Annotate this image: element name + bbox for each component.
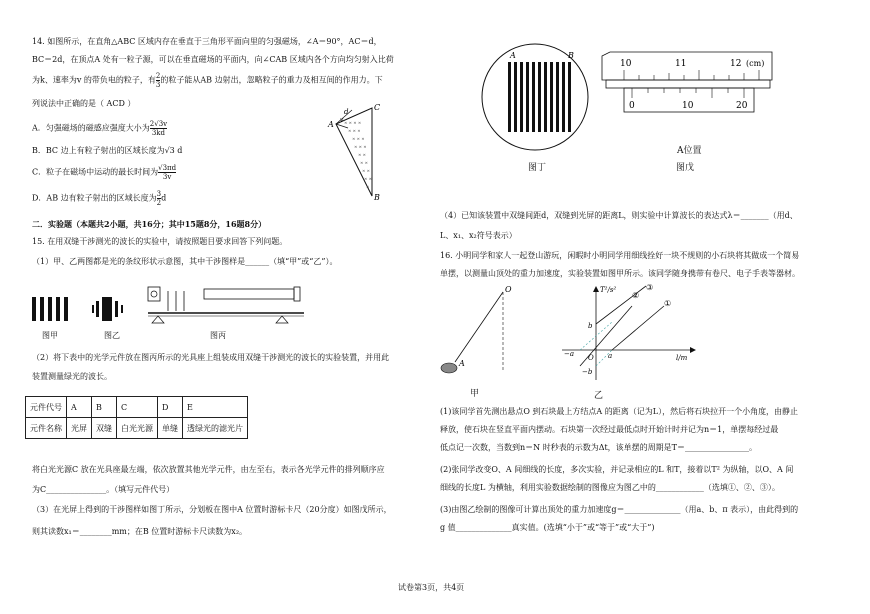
label-v: v [340,117,344,124]
graph-ylabel: T²/s² [600,286,617,294]
q15-line8: 则其读数x₁＝________mm；在B 位置时游标卡尺读数为x₂。 [32,527,248,536]
q14-line3-post: 的粒子能从AB 边射出，忽略粒子的重力及相互间的作用力。下 [160,75,383,85]
q16-step2: 释放，使石块在竖直平面内摆动。石块第一次经过最低点时开始计时并记为n＝1，单摆每经过最 [440,425,779,434]
ding-label-b: B [568,51,574,60]
svg-text:× × ×: × × × [352,136,365,141]
page-footer: 试卷第3页，共4页 [398,583,465,592]
graph-label-2: ② [632,291,640,300]
q14-line1: 14. 如图所示，在直角△ABC 区域内存在垂直于三角形平面向里的匀强磁场，∠A＝90°，AC＝d， [32,37,382,46]
graph-xlabel: l/m [676,354,688,362]
stone-bob [441,363,457,373]
q14-line4: 列说法中正确的是（ ACD ） [32,99,136,108]
table-cell: 光屏 [67,418,92,439]
opt-c-text: C．粒子在磁场中运动的最长时间为 [32,167,159,177]
caption-pend-jia: 甲 [470,389,480,399]
opt-d-text: D．AB 边有粒子射出的区域长度为 [32,193,157,203]
caption-bing: 图丙 [210,331,226,340]
table-cell: C [117,397,158,418]
label-b: B [374,193,380,202]
q16-line1: 16. 小明同学和家人一起登山游玩，闲暇时小明同学用细线拴好一块不规则的小石块将其做成一个简易 [440,251,800,260]
table-cell: B [92,397,117,418]
ding-label-a: A [510,51,516,60]
graph-neg-a: −a [564,350,575,358]
graph-origin: O [588,354,594,362]
table-cell: 元件名称 [26,418,67,439]
main-tick-12: 12 [730,59,742,69]
q14-option-a [32,120,167,137]
q15-line7: （3）在光屏上得到的干涉图样如图丁所示，分划板在图中A 位置时游标卡尺（20分度）如图戊所示， [32,505,392,514]
svg-text:× × ×: × × × [348,128,361,133]
table-cell: 元件代号 [26,397,67,418]
svg-text:× ×: × × [360,160,368,165]
table-cell: E [183,397,248,418]
fringes-yi [92,297,123,321]
graph-a: a [608,352,613,360]
frac-num: 2√3v [149,120,168,128]
table-cell: 白光光源 [117,418,158,439]
caption-jia: 图甲 [42,331,58,340]
q16-step3: 低点记一次数，当数到n＝N 时秒表的示数为Δt，该单摆的周期是T＝________________。 [440,443,758,452]
pend-label-a: A [459,359,465,368]
table-row [26,418,248,439]
svg-text:× ×: × × [362,168,370,173]
label-d: d [344,108,349,116]
pendulum-string [455,292,503,362]
q14-line3-pre: 为k、速率为v 的带负电的粒子，有 [32,75,156,85]
q16-step4: (2)张同学改变O、A 间细线的长度，多次实验，并记录相应的L 和T，接着以T² 为纵轴，以O、A 间 [440,465,794,474]
q16-step6: (3)由图乙绘制的图像可计算出顶处的重力加速度g＝______________（用a、b、π 表示），由此得到的 [440,505,799,514]
main-tick-10: 10 [620,59,632,69]
caption-a-position: A位置 [677,146,702,156]
q15-line9: （4）已知该装置中双缝间距d，双缝到光屏的距离L，则实验中计算波长的表达式λ＝_______（用d、 [440,211,798,220]
graph-label-3: ③ [646,283,654,292]
svg-text:× ×: × × [358,152,366,157]
lens-tube [204,289,294,299]
t2-l-graph [556,284,696,384]
frac-den: 3kd [151,129,166,137]
q16-step7: g 值______________真实值。(选填“小于”或“等于”或“大于”) [440,523,655,532]
q14-line3 [32,72,383,89]
table-row [26,397,248,418]
pendulum-figure [435,284,525,384]
field-cross-marks [344,120,372,189]
svg-text:× × ×: × × × [354,144,367,149]
table-cell: A [67,397,92,418]
frac-num: √3πd [158,164,177,172]
graph-b: b [588,322,593,330]
opt-a-text: A．匀强磁场的磁感应强度大小为 [32,123,150,133]
frac-num: 2 [155,72,161,80]
main-scale-ticks [624,70,759,80]
eyepiece [294,287,300,301]
q16-line2: 单摆，以测量山顶处的重力加速度，实验装置如图甲所示。该同学随身携带有卷尺、电子手表等器材。 [440,269,800,278]
q15-line5: 将白光光源C 放在光具座最左端，依次放置其他光学元件，由左至右，表示各光学元件的排列顺序应 [32,465,385,474]
main-tick-11: 11 [675,59,687,69]
interference-pattern-ding [480,42,590,152]
opt-d-post: d [161,193,167,203]
caption-ding: 图丁 [528,163,547,173]
vernier-tick-20: 20 [736,101,748,111]
graph-neg-b: −b [582,368,593,376]
q14-option-b: B．BC 边上有粒子射出的区域长度为√3 d [32,146,183,155]
table-cell: 透绿光的滤光片 [183,418,248,439]
table-cell: 双缝 [92,418,117,439]
section-2-heading: 二．实验题（本题共2小题，共16分；其中15题8分，16题8分） [32,219,267,229]
vernier-tick-0: 0 [629,101,635,111]
vernier-tick-10: 10 [682,101,694,111]
q14-line2: BC＝2d，在顶点A 处有一粒子源，可以在垂直磁场的平面内，向∠CAB 区域内各个方向均匀射入比荷 [32,55,394,64]
q15-line3: （2）将下表中的光学元件放在图丙所示的光具座上组装成用双缝干涉测光的波长的实验装置，并用此 [32,353,390,362]
graph-label-1: ① [664,299,672,308]
table-cell: D [158,397,183,418]
label-c: C [374,103,381,112]
caption-yi: 图乙 [104,331,120,340]
q15-line10: L、x₁、x₂符号表示） [440,231,517,240]
caption-graph-yi: 乙 [594,391,604,401]
q15-line2: （1）甲、乙两图都是光的条纹形状示意图，其中干涉图样是______（填“甲”或“乙”）。 [32,257,338,266]
triangle-field-figure [320,104,390,214]
vernier-scale-ticks [632,88,744,98]
svg-text:× ×: × × [364,176,372,181]
vernier-caliper-figure [602,52,777,132]
optical-parts-table [25,396,248,439]
line-3 [612,306,664,350]
pend-label-o: O [505,285,512,294]
table-cell: 单缝 [158,418,183,439]
svg-text:× × × ×: × × × × [344,120,362,125]
caption-wu: 图戊 [676,163,695,173]
svg-text:×: × [366,184,370,189]
q15-line1: 15. 在用双缝干涉测光的波长的实验中，请按照题目要求回答下列问题。 [32,237,288,246]
frac-den: 3 [155,81,161,89]
fringes-ding [508,62,571,132]
frac-den: 3v [162,173,172,181]
fringes-jia [32,297,68,321]
opt-c-frac [158,164,176,181]
q15-line6: 为C_______________。（填写元件代号） [32,485,175,494]
q14-option-d [32,190,166,207]
q16-step1: (1)该同学首先测出悬点O 到石块最上方结点A 的距离（记为L），然后将石块拉开一个小角度，由静止 [440,407,799,416]
q16-step5: 细线的长度L 为横轴，利用实验数据绘制的图像应为图乙中的____________（选填①、②、③）。 [440,483,780,492]
q14-option-c [32,164,176,181]
frac-den: 2 [156,199,162,207]
frac-num: 3 [156,190,162,198]
opt-a-frac [150,120,167,137]
light-source [148,287,160,301]
label-a: A [328,120,334,129]
fringe-figure-jia [32,297,142,323]
optical-bench-figure [148,285,308,325]
q15-line4: 装置测量绿光的波长。 [32,372,112,381]
caliper-unit: (cm) [746,59,765,68]
